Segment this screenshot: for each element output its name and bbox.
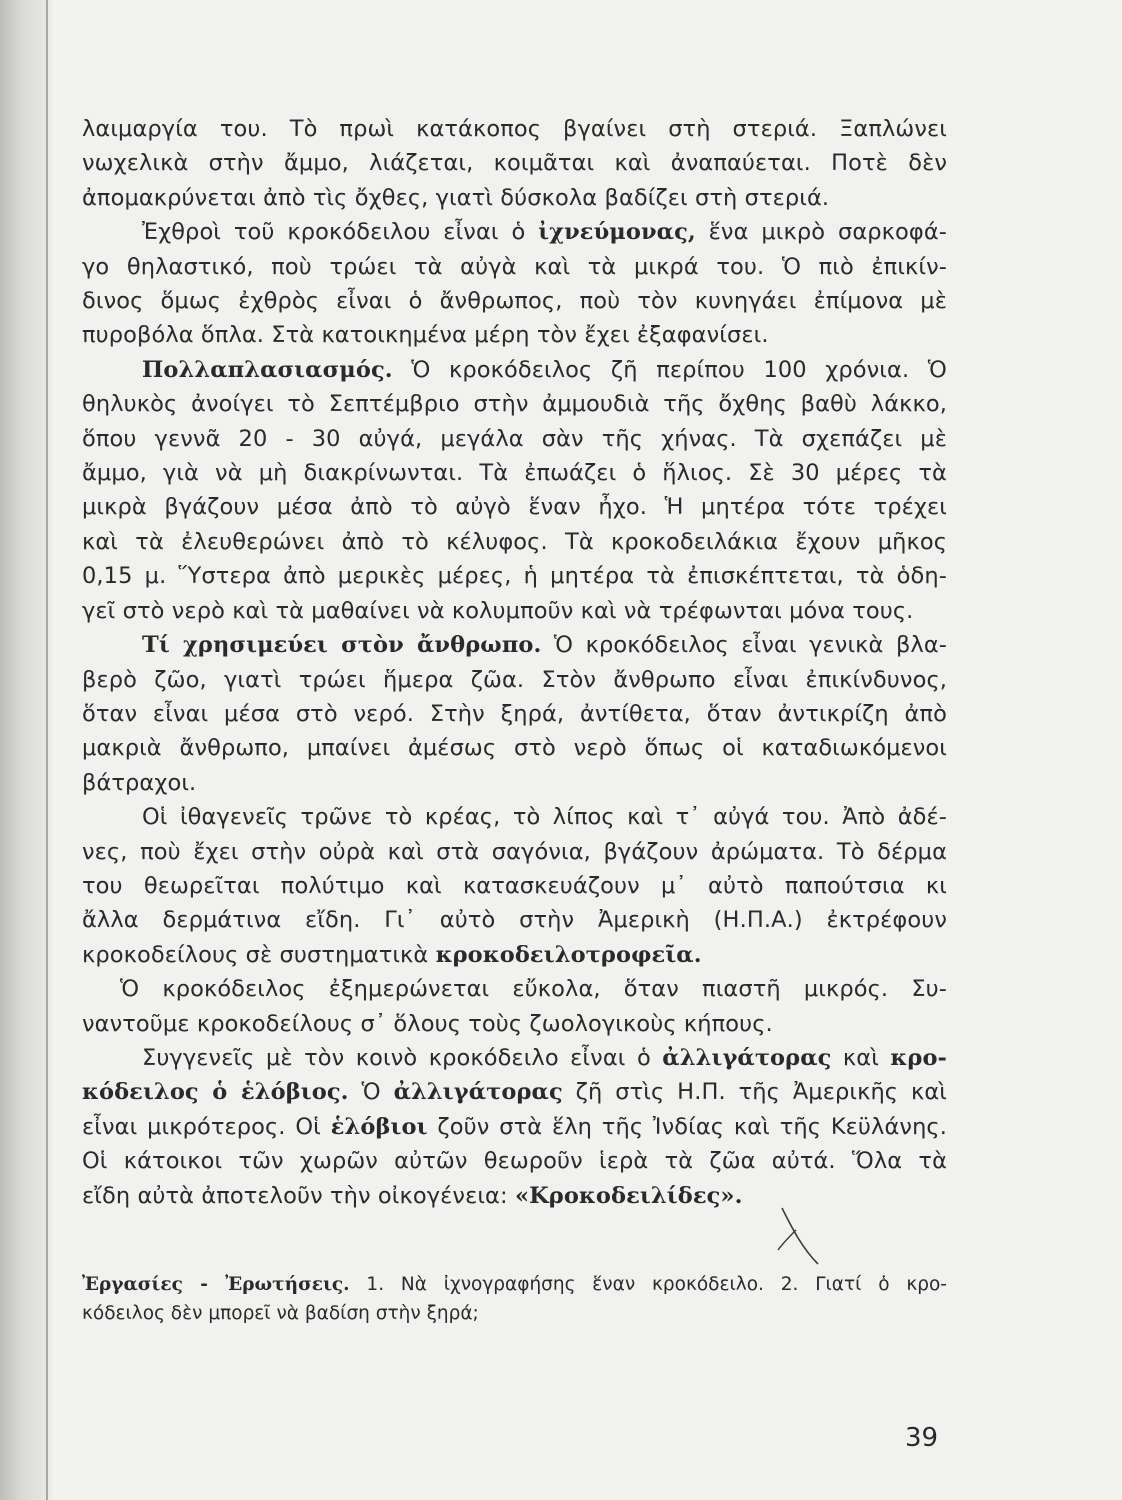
text-line: ἀπομακρύνεται ἀπὸ τὶς ὄχθες, γιατὶ δύσκολα βαδίζει στὴ στεριά. (82, 184, 830, 211)
exercises-block (82, 1270, 947, 1328)
pencil-mark (770, 1200, 840, 1270)
text-span: Ὁ κροκόδειλος εἶναι γενικὰ βλα- (541, 632, 947, 659)
text-line: Οἱ ἰθαγενεῖς τρῶνε τὸ κρέας, τὸ λίπος καὶ τ᾽ αὐγά του. Ἀπὸ ἀδέ- (142, 804, 947, 831)
text-line: πυροβόλα ὅπλα. Στὰ κατοικημένα μέρη τὸν ἔχει ἐξαφανίσει. (82, 322, 769, 349)
text-line: βάτραχοι. (82, 769, 197, 796)
exercises-line-2: κόδειλος δὲν μπορεῖ νὰ βαδίση στὴν ξηρά; (82, 1303, 479, 1324)
bold-term: κροκοδειλοτροφεῖα. (435, 941, 702, 968)
text-span: Ἐχθροὶ τοῦ κροκόδειλου εἶναι ὁ (142, 219, 539, 246)
bold-term: κόδειλος ὁ ἑλόβιος. (82, 1079, 349, 1106)
text-line: μακριὰ ἄνθρωπο, μπαίνει ἀμέσως στὸ νερὸ ὅπως οἱ καταδιωκόμενοι (82, 735, 947, 762)
bold-term: «Κροκοδειλίδες». (514, 1182, 743, 1209)
text-span: κροκοδείλους σὲ συστηματικὰ (82, 941, 436, 968)
text-line: καὶ τὰ ἐλευθερώνει ἀπὸ τὸ κέλυφος. Τὰ κροκοδειλάκια ἔχουν μῆκος (82, 528, 947, 555)
bold-term: κρο- (890, 1044, 947, 1071)
bold-term: ἰχνεύμονας, (538, 219, 696, 246)
exercises-heading: Ἐργασίες - Ἐρωτήσεις. (82, 1274, 350, 1295)
book-binding-shadow (0, 0, 52, 1500)
text-line: μικρὰ βγάζουν μέσα ἀπὸ τὸ αὐγὸ ἕναν ἦχο. Ἡ μητέρα τότε τρέχει (82, 494, 947, 521)
text-line: δινος ὅμως ἐχθρὸς εἶναι ὁ ἄνθρωπος, ποὺ τὸν κυνηγάει ἐπίμονα μὲ (82, 288, 947, 315)
text-line (82, 1041, 947, 1075)
text-line: νωχελικὰ στὴν ἄμμο, λιάζεται, κοιμᾶται καὶ ἀναπαύεται. Ποτὲ δὲν (82, 150, 947, 177)
text-line: νες, ποὺ ἔχει στὴν οὐρὰ καὶ στὰ σαγόνια, βγάζουν ἀρώματα. Τὸ δέρμα (82, 838, 947, 865)
page-number: 39 (905, 1423, 939, 1453)
text-line: ναντοῦμε κροκοδείλους σ᾽ ὅλους τοὺς ζωολογικοὺς κήπους. (82, 1010, 773, 1037)
binding-crease (46, 0, 48, 1500)
text-line: ἄμμο, γιὰ νὰ μὴ διακρίνωνται. Τὰ ἐπωάζει ὁ ἥλιος. Σὲ 30 μέρες τὰ (82, 460, 947, 487)
text-line: βερὸ ζῶο, γιατὶ τρώει ἥμερα ζῶα. Στὸν ἄνθρωπο εἶναι ἐπικίνδυνος, (82, 666, 947, 693)
body-text (82, 112, 947, 1213)
text-span: Ὁ κροκόδειλος ζῆ περίπου 100 χρόνια. Ὁ (392, 356, 947, 383)
text-line: ὅπου γεννᾶ 20 - 30 αὐγά, μεγάλα σὰν τῆς χήνας. Τὰ σχεπάζει μὲ (82, 425, 947, 452)
text-line (82, 628, 947, 662)
text-span: Συγγενεῖς μὲ τὸν κοινὸ κροκόδειλο εἶναι ὁ (142, 1044, 663, 1071)
text-line (82, 1110, 947, 1144)
text-line: ἄλλα δερμάτινα εἴδη. Γι᾽ αὐτὸ στὴν Ἀμερικὴ (Η.Π.Α.) ἐκτρέφουν (82, 907, 947, 934)
text-line: 0,15 μ. Ὕστερα ἀπὸ μερικὲς μέρες, ἡ μητέρα τὰ ἐπισκέπτεται, τὰ ὁδη- (82, 563, 947, 590)
text-line (82, 938, 947, 972)
text-line (82, 353, 947, 387)
text-line: γεῖ στὸ νερὸ καὶ τὰ μαθαίνει νὰ κολυμποῦν καὶ νὰ τρέφωνται μόνα τους. (82, 597, 914, 624)
text-span: ζοῦν στὰ ἕλη τῆς Ἰνδίας καὶ τῆς Κεϋλάνης. (427, 1113, 947, 1140)
text-line: ὅταν εἶναι μέσα στὸ νερό. Στὴν ξηρά, ἀντίθετα, ὅταν ἀντικρίζη ἀπὸ (82, 700, 947, 727)
text-line (82, 215, 947, 249)
bold-term: Τί χρησιμεύει στὸν ἄνθρωπο. (142, 632, 542, 659)
exercises-line-1: 1. Νὰ ἰχνογραφήσης ἕναν κροκόδειλο. 2. Γιατί ὁ κρο- (349, 1274, 947, 1295)
bold-term: ἀλλιγάτορας (662, 1044, 832, 1071)
bold-term: ἀλλιγάτορας (393, 1079, 563, 1106)
text-line: Ὁ κροκόδειλος ἐξημερώνεται εὔκολα, ὅταν πιαστῆ μικρός. Συ- (120, 976, 947, 1003)
text-line: γο θηλαστικό, ποὺ τρώει τὰ αὐγὰ καὶ τὰ μικρά του. Ὁ πιὸ ἐπικίν- (82, 253, 947, 280)
text-span: εἶναι μικρότερος. Οἱ (82, 1113, 331, 1140)
text-line: του θεωρεῖται πολύτιμο καὶ κατασκευάζουν μ᾽ αὐτὸ παπούτσια κι (82, 872, 947, 899)
text-span: καὶ (831, 1044, 891, 1071)
text-line: λαιμαργία του. Τὸ πρωὶ κατάκοπος βγαίνει στὴ στεριά. Ξαπλώνει (82, 116, 947, 142)
text-span: εἴδη αὐτὰ ἀποτελοῦν τὴν οἰκογένεια: (82, 1182, 515, 1209)
text-span: Ὁ (348, 1079, 394, 1106)
text-span: ζῆ στὶς Η.Π. τῆς Ἀμερικῆς καὶ (562, 1079, 948, 1106)
text-span: ἕνα μικρὸ σαρκοφά- (695, 219, 947, 246)
bold-term: ἑλόβιοι (330, 1113, 428, 1140)
text-line (82, 1075, 947, 1109)
bold-term: Πολλαπλασιασμός. (142, 356, 393, 383)
text-line: Οἱ κάτοικοι τῶν χωρῶν αὐτῶν θεωροῦν ἱερὰ τὰ ζῶα αὐτά. Ὅλα τὰ (82, 1148, 947, 1175)
text-line: θηλυκὸς ἀνοίγει τὸ Σεπτέμβριο στὴν ἀμμουδιὰ τῆς ὄχθης βαθὺ λάκκο, (82, 391, 947, 418)
